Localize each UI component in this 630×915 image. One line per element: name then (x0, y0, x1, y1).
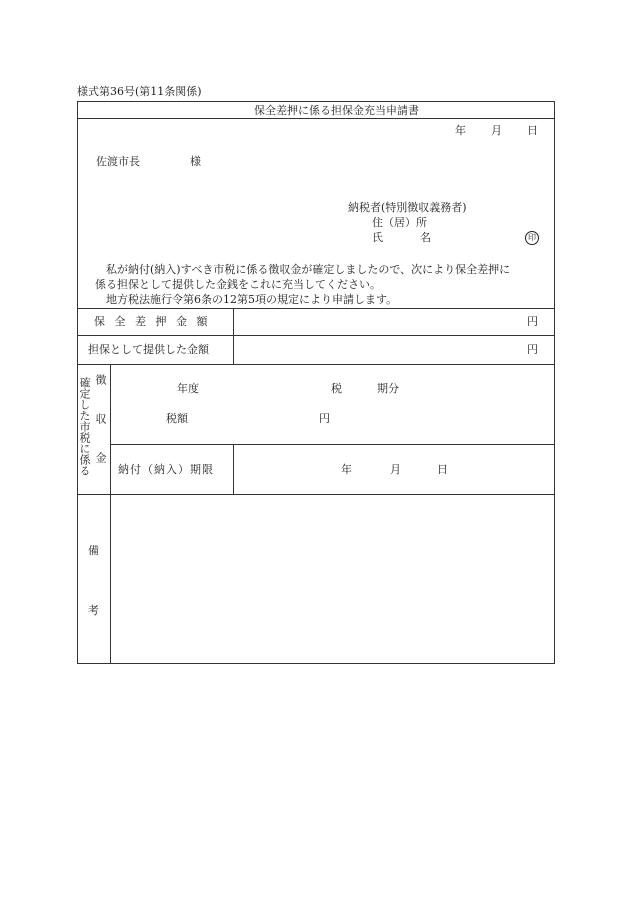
due-date-label: 納付（納入）期限 (118, 463, 214, 476)
fiscal-year-label: 年度 (177, 382, 199, 395)
security-amount-yen: 円 (527, 343, 538, 356)
due-label-divider (233, 444, 234, 494)
tax-label: 税 (331, 382, 342, 395)
addressee-name: 佐渡市長 (96, 155, 140, 168)
addressee-honorific: 様 (190, 155, 201, 168)
address-label: 住（居）所 (372, 216, 427, 229)
seizure-amount-label: 保 全 差 押 金 額 (94, 315, 211, 328)
remarks-char-1: 備 (88, 544, 99, 557)
due-year: 年 (341, 463, 352, 476)
remarks-char-2: 考 (88, 604, 99, 617)
body-text-line-3: 地方税法施行令第6条の12第5項の規定により申請します。 (106, 293, 398, 306)
title-divider (77, 118, 555, 119)
form-number: 様式第36号(第11条関係) (77, 85, 202, 98)
collection-side-label-left: 確定した市税に係る (78, 377, 91, 476)
application-form-frame (77, 101, 555, 664)
name-label-1: 氏 (372, 231, 383, 244)
tax-amount-yen: 円 (319, 412, 330, 425)
date-month: 月 (491, 124, 502, 137)
row-divider-1 (77, 335, 555, 336)
collection-inner-divider (110, 444, 555, 445)
security-amount-label: 担保として提供した金額 (88, 343, 209, 356)
body-text-line-2: 係る担保として提供した金銭をこれに充当してください。 (95, 278, 381, 291)
form-title: 保全差押に係る担保金充当申請書 (254, 104, 419, 117)
body-text-line-1: 私が納付(納入)すべき市税に係る徴収金が確定しましたので、次により保全差押に (106, 263, 511, 276)
period-label: 期分 (377, 382, 399, 395)
remarks-divider (77, 494, 555, 495)
tax-amount-label: 税額 (166, 412, 188, 425)
due-day: 日 (437, 463, 448, 476)
seizure-amount-yen: 円 (527, 315, 538, 328)
side-label-divider (110, 364, 111, 664)
header-divider (77, 308, 555, 309)
date-year: 年 (455, 124, 466, 137)
name-label-2: 名 (420, 231, 431, 244)
amount-column-divider (233, 308, 234, 364)
date-day: 日 (527, 124, 538, 137)
collection-side-label-right: 徴収金 (94, 374, 107, 491)
due-month: 月 (390, 463, 401, 476)
row-divider-2 (77, 364, 555, 365)
seal-mark: 印 (525, 231, 539, 245)
taxpayer-heading: 納税者(特別徴収義務者) (348, 201, 467, 214)
